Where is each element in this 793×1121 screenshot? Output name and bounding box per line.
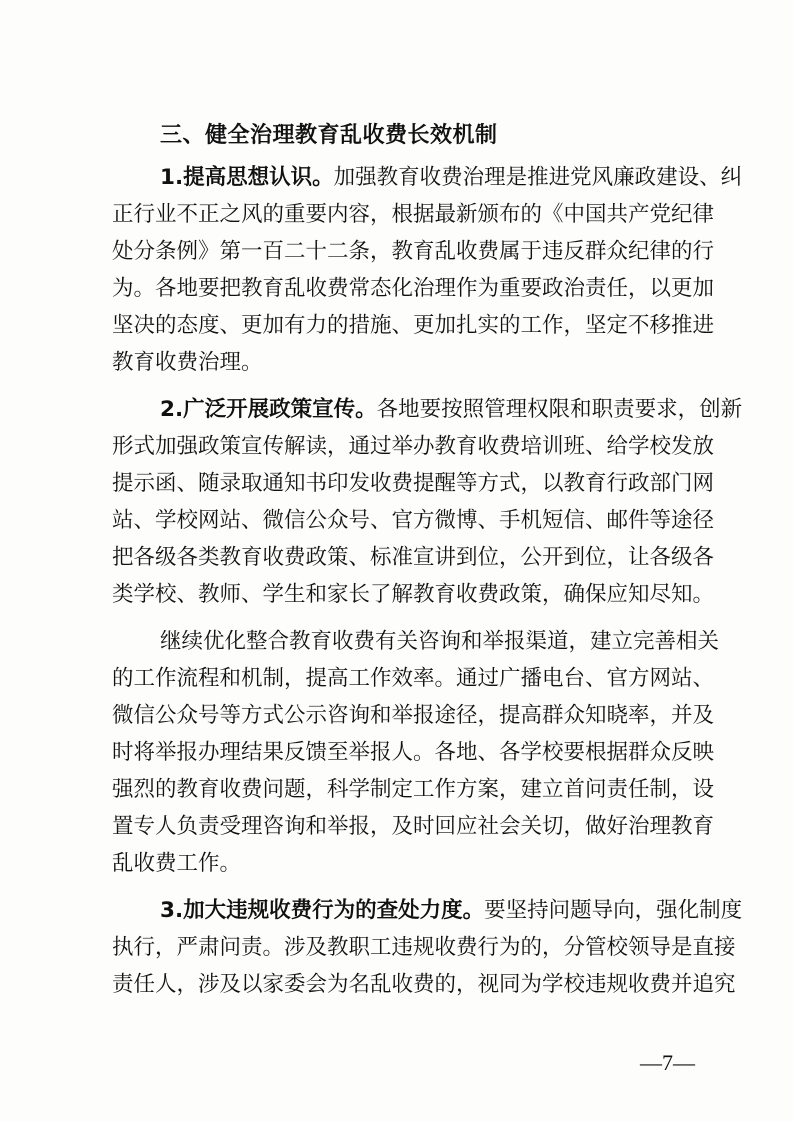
paragraph-lead: 3.加大违规收费行为的查处力度。	[160, 898, 485, 923]
paragraph-lead: 2.广泛开展政策宣传。	[160, 397, 377, 422]
paragraph-line: 时将举报办理结果反馈至举报人。各地、各学校要根据群众反映	[112, 740, 715, 765]
paragraph-text: 要坚持问题导向，强化制度	[484, 898, 743, 923]
paragraph-line: 乱收费工作。	[112, 851, 242, 876]
paragraph-line: 继续优化整合教育收费有关咨询和举报渠道，建立完善相关	[160, 629, 720, 654]
paragraph-line: 的工作流程和机制，提高工作效率。通过广播电台、官方网站、	[112, 666, 715, 691]
paragraph-line: 为。各地要把教育乱收费常态化治理作为重要政治责任，以更加	[112, 276, 715, 301]
paragraph-line	[160, 896, 743, 926]
page-number: —7—	[640, 1050, 695, 1075]
paragraph-line: 责任人，涉及以家委会为名乱收费的，视同为学校违规收费并追究	[112, 972, 736, 997]
paragraph-line: 处分条例》第一百二十二条，教育乱收费属于违反群众纪律的行	[112, 239, 715, 264]
paragraph-line: 强烈的教育收费问题，科学制定工作方案，建立首问责任制，设	[112, 777, 715, 802]
paragraph-line: 正行业不正之风的重要内容，根据最新颁布的《中国共产党纪律	[112, 202, 715, 227]
paragraph-line: 教育收费治理。	[112, 350, 263, 375]
paragraph-line: 把各级各类教育收费政策、标准宣讲到位，公开到位，让各级各	[112, 545, 715, 570]
paragraph-line: 形式加强政策宣传解读，通过举办教育收费培训班、给学校发放	[112, 434, 715, 459]
paragraph-text: 各地要按照管理权限和职责要求，创新	[376, 397, 743, 422]
paragraph-line: 提示函、随录取通知书印发收费提醒等方式，以教育行政部门网	[112, 471, 715, 496]
paragraph-line: 微信公众号等方式公示咨询和举报途径，提高群众知晓率，并及	[112, 703, 715, 728]
paragraph-line	[160, 163, 743, 193]
paragraph-text: 加强教育收费治理是推进党风廉政建设、纠	[333, 165, 743, 190]
paragraph-line: 站、学校网站、微信公众号、官方微博、手机短信、邮件等途径	[112, 508, 715, 533]
paragraph-line: 执行，严肃问责。涉及教职工违规收费行为的，分管校领导是直接	[112, 935, 736, 960]
paragraph-line: 置专人负责受理咨询和举报，及时回应社会关切，做好治理教育	[112, 814, 715, 839]
paragraph-line	[160, 395, 743, 425]
paragraph-lead: 1.提高思想认识。	[160, 165, 334, 190]
section-heading: 三、健全治理教育乱收费长效机制	[160, 123, 498, 148]
paragraph-line: 坚决的态度、更加有力的措施、更加扎实的工作，坚定不移推进	[112, 313, 715, 338]
paragraph-line: 类学校、教师、学生和家长了解教育收费政策，确保应知尽知。	[112, 582, 715, 607]
